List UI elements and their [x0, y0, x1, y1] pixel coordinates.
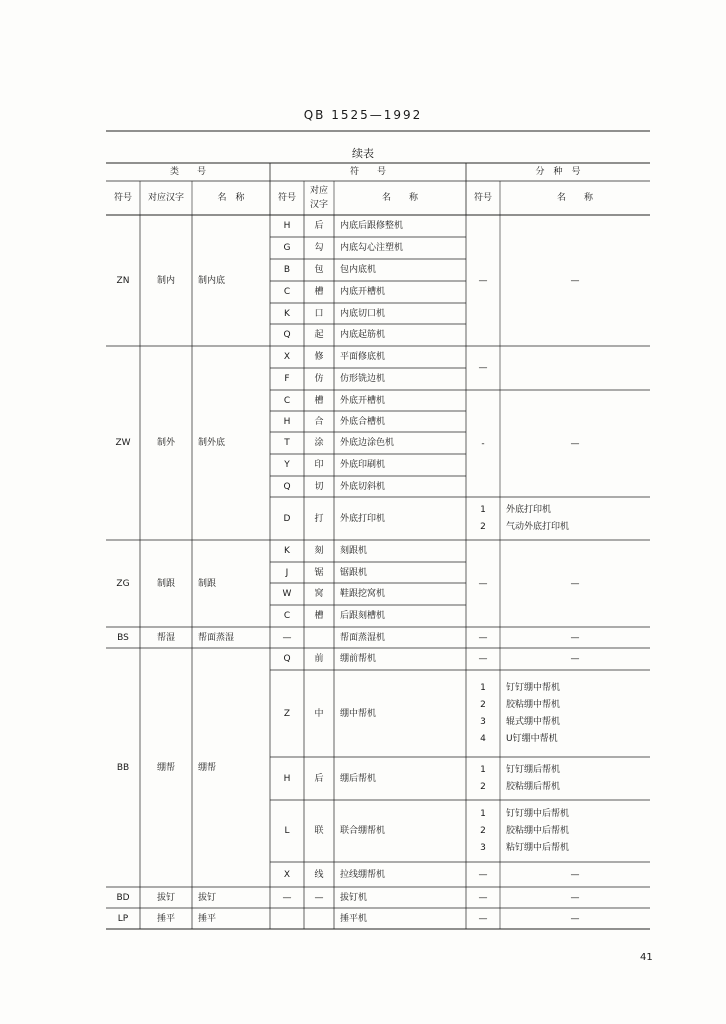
- class-chinese: 捶平: [156, 913, 175, 924]
- variant-code: —: [478, 275, 488, 286]
- variant-code: 2: [480, 782, 486, 792]
- variant-name: 钉钉绷中后帮机: [506, 809, 570, 819]
- variant-name: —: [570, 438, 580, 449]
- variant-name: —: [570, 869, 580, 880]
- symbol-name: 外底边涂色机: [340, 438, 395, 448]
- symbol-code: B: [283, 265, 291, 275]
- symbol-code: Y: [284, 460, 290, 470]
- class-chinese: 帮湿: [156, 632, 175, 643]
- symbol-code: H: [283, 773, 291, 784]
- variant-code: —: [478, 892, 488, 903]
- symbol-chinese: 联: [314, 826, 324, 836]
- class-name: 捶平: [198, 913, 217, 924]
- variant-code: —: [478, 654, 488, 664]
- symbol-code: K: [284, 308, 290, 319]
- symbol-chinese: 前: [314, 654, 324, 664]
- symbol-chinese: 窝: [314, 589, 324, 599]
- variant-name: 外底打印机: [506, 505, 552, 515]
- col-header-var-name: 名 称: [556, 193, 593, 203]
- symbol-name: 鞋跟挖窝机: [340, 589, 386, 599]
- class-name: 制内底: [198, 275, 226, 286]
- continued-label: 续表: [352, 147, 374, 160]
- symbol-name: 平面修底机: [340, 352, 386, 362]
- symbol-chinese: 槽: [314, 395, 324, 406]
- symbol-name: 拉线绷帮机: [340, 869, 386, 880]
- variant-code: -: [481, 438, 485, 449]
- symbol-name: 刻跟机: [340, 546, 368, 556]
- variant-code: 1: [480, 765, 486, 775]
- col-header-class-name: 名 称: [217, 193, 245, 203]
- group-header-class: 类 号: [169, 167, 206, 177]
- variant-code: —: [478, 578, 488, 589]
- class-chinese: 制内: [156, 275, 175, 286]
- variant-code: 2: [480, 700, 486, 710]
- variant-code: 2: [480, 826, 486, 836]
- symbol-code: W: [282, 589, 292, 599]
- symbol-chinese: 合: [314, 416, 324, 427]
- symbol-code: D: [283, 513, 291, 524]
- symbol-name: 联合绷帮机: [340, 826, 386, 836]
- symbol-name: 绷前帮机: [340, 654, 377, 664]
- symbol-name: 包内底机: [340, 265, 377, 275]
- symbol-code: J: [285, 567, 289, 578]
- symbol-code: Z: [283, 708, 291, 719]
- symbol-name: 内底起筋机: [340, 330, 386, 340]
- symbol-chinese: 线: [314, 869, 324, 880]
- symbol-chinese: 起: [314, 330, 324, 340]
- symbol-code: H: [283, 221, 291, 231]
- symbol-code: C: [283, 395, 291, 406]
- variant-name: —: [570, 275, 580, 286]
- variant-name: 气动外底打印机: [506, 522, 570, 532]
- symbol-code: T: [284, 438, 290, 448]
- class-name: 拔钉: [198, 892, 217, 903]
- variant-code: 4: [480, 734, 486, 744]
- symbol-name: 拔钉机: [340, 892, 368, 903]
- group-header-variant: 分 种 号: [535, 167, 581, 177]
- class-code: BD: [116, 892, 130, 903]
- symbol-chinese: 包: [314, 265, 324, 275]
- symbol-name: 内底勾心注塑机: [340, 243, 404, 253]
- col-header-class-chinese: 对应汉字: [147, 193, 184, 203]
- symbol-name: 内底后跟修整机: [340, 221, 404, 231]
- symbol-code: K: [284, 546, 290, 556]
- symbol-code: L: [284, 826, 290, 836]
- symbol-code: H: [283, 416, 291, 427]
- col-header-sym-name: 名 称: [381, 193, 418, 203]
- symbol-chinese: 切: [314, 481, 324, 492]
- class-code: ZW: [115, 438, 131, 448]
- col-header-sym-code: 符号: [277, 193, 296, 203]
- symbol-code: F: [284, 374, 290, 384]
- symbol-name: 帮面蒸湿机: [340, 632, 386, 643]
- class-name: 制跟: [198, 578, 217, 589]
- variant-code: 1: [480, 505, 486, 515]
- variant-name: 辊式绷中帮机: [506, 717, 561, 727]
- variant-name: —: [570, 632, 580, 643]
- variant-code: —: [478, 363, 488, 373]
- variant-name: 钉钉绷中帮机: [506, 683, 561, 693]
- variant-name: 胶粘绷中后帮机: [506, 826, 570, 836]
- symbol-name: 外底切斜机: [340, 481, 386, 492]
- class-code: BB: [116, 762, 130, 773]
- symbol-code: —: [282, 632, 292, 643]
- class-name: 制外底: [198, 438, 226, 448]
- class-name: 绷帮: [198, 762, 217, 773]
- symbol-chinese: 印: [314, 460, 324, 470]
- symbol-chinese: 仿: [314, 374, 324, 384]
- symbol-chinese: 勾: [314, 243, 324, 253]
- symbol-code: Q: [283, 481, 291, 492]
- symbol-name: 后跟刻槽机: [340, 611, 386, 621]
- page-number: 41: [640, 952, 653, 963]
- symbol-code: Q: [283, 330, 291, 340]
- col-header-var-code: 符号: [473, 193, 492, 203]
- symbol-code: X: [283, 352, 291, 362]
- class-chinese: 制外: [156, 438, 175, 448]
- variant-code: 3: [480, 717, 486, 727]
- standard-code: QB 1525—1992: [303, 108, 423, 122]
- symbol-chinese: 槽: [314, 611, 324, 621]
- symbol-code: Q: [283, 654, 291, 664]
- symbol-chinese: 后: [314, 221, 324, 231]
- symbol-code: C: [283, 611, 291, 621]
- variant-code: —: [478, 913, 488, 924]
- symbol-chinese: 口: [314, 308, 324, 319]
- col-header-class-code: 符号: [113, 193, 132, 203]
- col-header-sym-chinese: 对应 汉字: [309, 186, 328, 210]
- variant-name: 钉钉绷后帮机: [506, 765, 561, 775]
- symbol-chinese: 涂: [314, 438, 324, 448]
- variant-code: 3: [480, 843, 486, 853]
- symbol-chinese: 中: [314, 708, 324, 719]
- symbol-chinese: 后: [314, 773, 324, 784]
- variant-name: 胶粘绷中帮机: [506, 700, 561, 710]
- symbol-chinese: 打: [314, 513, 324, 524]
- variant-code: 1: [480, 809, 486, 819]
- symbol-code: G: [283, 243, 291, 253]
- symbol-name: 内底开槽机: [340, 287, 386, 297]
- group-header-symbol: 符 号: [349, 167, 386, 177]
- symbol-chinese: 锯: [314, 567, 324, 578]
- symbol-chinese: 槽: [314, 287, 324, 297]
- class-code: ZG: [116, 578, 130, 589]
- variant-name: 胶粘绷后帮机: [506, 782, 561, 792]
- symbol-name: 捶平机: [340, 913, 368, 924]
- symbol-chinese: 刻: [314, 546, 324, 556]
- symbol-name: 外底合槽机: [340, 416, 386, 427]
- symbol-name: 绷后帮机: [340, 773, 377, 784]
- variant-code: 1: [480, 683, 486, 693]
- symbol-chinese: —: [314, 892, 324, 903]
- symbol-name: 内底切口机: [340, 308, 386, 319]
- symbol-code: C: [283, 287, 291, 297]
- variant-name: —: [570, 654, 580, 664]
- variant-code: —: [478, 632, 488, 643]
- symbol-name: 锯跟机: [340, 567, 368, 578]
- variant-code: 2: [480, 522, 486, 532]
- variant-name: U钉绷中帮机: [506, 734, 558, 744]
- symbol-name: 外底打印机: [340, 513, 386, 524]
- symbol-code: X: [283, 869, 291, 880]
- class-code: ZN: [116, 275, 130, 286]
- symbol-name: 仿形铣边机: [340, 374, 386, 384]
- class-code: BS: [117, 632, 129, 643]
- symbol-name: 外底开槽机: [340, 395, 386, 406]
- variant-name: 粘钉绷中后帮机: [506, 843, 570, 853]
- class-name: 帮面蒸湿: [198, 632, 235, 643]
- symbol-chinese: 修: [314, 352, 324, 362]
- variant-name: —: [570, 913, 580, 924]
- class-chinese: 拔钉: [156, 892, 175, 903]
- variant-code: —: [478, 869, 488, 880]
- symbol-name: 外底印刷机: [340, 460, 386, 470]
- variant-name: —: [570, 892, 580, 903]
- class-chinese: 绷帮: [156, 762, 175, 773]
- class-chinese: 制跟: [156, 578, 175, 589]
- symbol-code: —: [282, 892, 292, 903]
- class-code: LP: [117, 913, 129, 924]
- variant-name: —: [570, 578, 580, 589]
- symbol-name: 绷中帮机: [340, 708, 377, 719]
